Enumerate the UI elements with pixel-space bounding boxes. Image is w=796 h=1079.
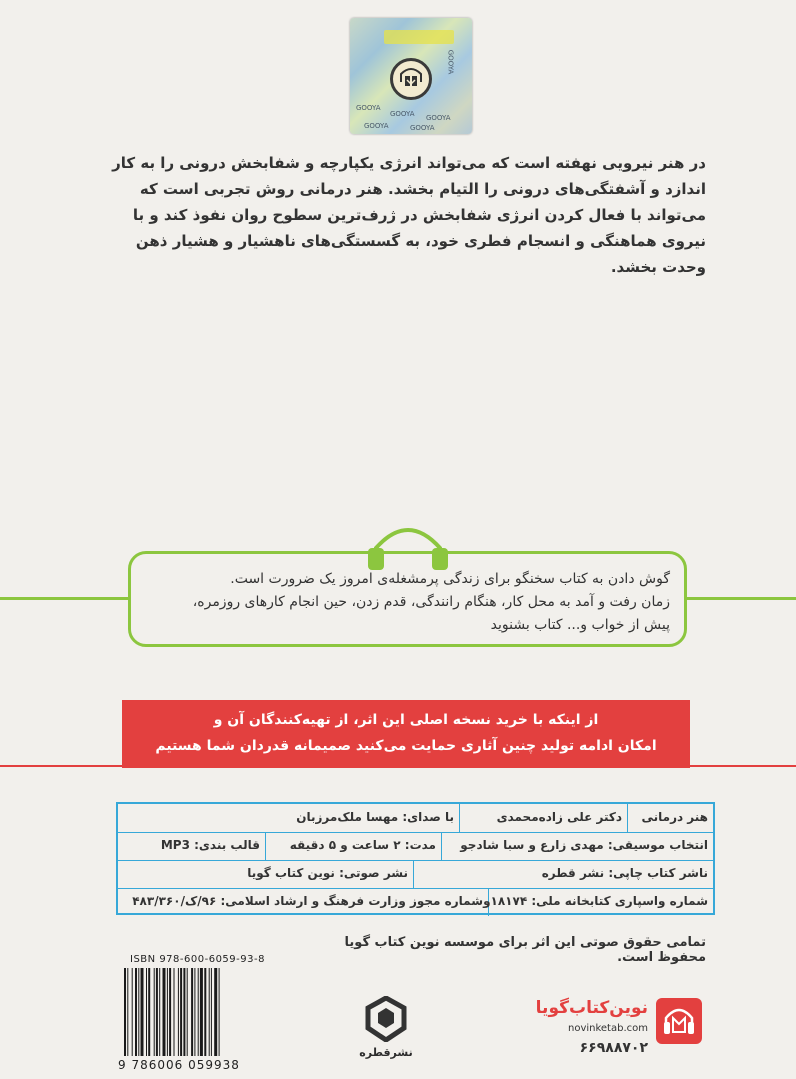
barcode-bar — [156, 968, 158, 1056]
barcode-bar — [198, 968, 199, 1056]
barcode-bar — [219, 968, 220, 1056]
credit-print-publisher: ناشر کتاب چاپی: نشر قطره — [413, 860, 713, 888]
credit-duration: مدت: ۲ ساعت و ۵ دقیقه — [265, 832, 441, 860]
barcode-bar — [135, 968, 137, 1056]
credits-row — [118, 888, 713, 916]
listen-line: زمان رفت و آمد به محل کار، هنگام رانندگی، قدم زدن، حین انجام کارهای روزمره، — [192, 594, 670, 610]
barcode — [118, 954, 278, 1072]
hologram-band — [384, 30, 454, 44]
support-banner-text — [130, 707, 682, 759]
novin-logo-icon — [656, 998, 702, 1044]
qatreh-logo-icon — [364, 996, 408, 1042]
hologram-tag: GOOYA — [410, 124, 435, 132]
barcode-bar — [204, 968, 206, 1056]
hologram-tag: GOOYA — [446, 49, 455, 75]
barcode-bar — [194, 968, 195, 1056]
barcode-bar — [127, 968, 128, 1056]
credits-row — [118, 860, 713, 889]
qatreh-label: نشرقطره — [359, 1046, 413, 1059]
credit-author: دکتر علی زاده‌محمدی — [459, 804, 627, 832]
barcode-bar — [159, 968, 160, 1056]
barcode-bar — [183, 968, 185, 1056]
barcode-bar — [187, 968, 188, 1056]
credit-license-number: شماره مجوز وزارت فرهنگ و ارشاد اسلامی: ۹۶/ک/۴۸۳/۳۶۰ — [132, 894, 483, 908]
barcode-bar — [178, 968, 179, 1056]
intro-paragraph: در هنر نیرویی نهفته است که می‌تواند انرژی یکپارچه و شفابخش درونی را به کار اندازد و آشفتگی‌های درونی را التیام بخشد. هنر درمانی روش تجربی است که می‌تواند با فعال کردن انرژی شفابخش در ژرف‌ترین سطوح روان نفوذ کند و با نیروی هماهنگی و انسجام فطری خود، به گسستگی‌های ناهشیار و هشیار ذهن وحدت بخشد. — [112, 154, 706, 276]
copyright-notice: تمامی حقوق صوتی این اثر برای موسسه نوین کتاب گویا محفوظ است. — [344, 935, 706, 965]
qatreh-logo — [356, 996, 416, 1066]
barcode-bar — [163, 968, 166, 1056]
barcode-bar — [191, 968, 193, 1056]
credits-table — [116, 802, 715, 915]
hologram-tag: GOOYA — [390, 110, 415, 118]
gooya-logo-icon — [390, 58, 432, 100]
barcode-bar — [174, 968, 175, 1056]
listen-box-text — [136, 568, 670, 637]
credit-music: انتخاب موسیقی: مهدی زارع و سبا شادجو — [441, 832, 713, 860]
hologram-tag: GOOYA — [356, 104, 381, 112]
novin-ketab-logo — [516, 996, 702, 1066]
barcode-bar — [141, 968, 144, 1056]
barcode-bar — [154, 968, 155, 1056]
barcode-bar — [209, 968, 210, 1056]
isbn-label: ISBN 978-600-6059-93-8 — [130, 954, 265, 965]
barcode-digits: 9 786006 059938 — [118, 1058, 240, 1072]
green-divider-right — [687, 597, 796, 600]
credit-narrator: با صدای: مهسا ملک‌مرزبان — [296, 810, 454, 824]
listen-line: پیش از خواب و... کتاب بشنوید — [490, 617, 670, 633]
novin-name: نوین‌کتاب‌گویا — [535, 998, 648, 1018]
barcode-bar — [167, 968, 168, 1056]
barcode-bar — [138, 968, 139, 1056]
hologram-tag: GOOYA — [364, 122, 389, 130]
hologram-sticker — [350, 18, 472, 134]
barcode-bar — [148, 968, 150, 1056]
listen-line: گوش دادن به کتاب سخنگو برای زندگی پرمشغله‌ی امروز یک ضرورت است. — [230, 571, 670, 587]
barcode-bar — [146, 968, 147, 1056]
credit-format: قالب بندی: MP3 — [160, 838, 260, 852]
barcode-bar — [211, 968, 212, 1056]
green-divider-left — [0, 597, 128, 600]
credit-library-number: شماره واسپاری کتابخانه ملی: ۱۸۱۷۴و — [488, 888, 713, 916]
barcode-bar — [200, 968, 203, 1056]
credit-title: هنر درمانی — [627, 804, 713, 832]
barcode-bar — [132, 968, 133, 1056]
novin-url: novinketab.com — [567, 1023, 648, 1034]
credits-row — [118, 832, 713, 861]
barcode-bar — [124, 968, 126, 1056]
red-divider-left — [0, 765, 122, 767]
barcode-bar — [169, 968, 171, 1056]
hologram-tag: GOOYA — [426, 114, 451, 122]
barcode-bars-icon — [118, 968, 278, 1058]
barcode-bar — [180, 968, 182, 1056]
banner-line: امکان ادامه تولید چنین آثاری حمایت می‌کنید صمیمانه قدردان شما هستیم — [155, 738, 657, 754]
novin-phone: ۶۶۹۸۸۷۰۲ — [579, 1040, 648, 1056]
banner-line: از اینکه با خرید نسخه اصلی این اثر، از تهیه‌کنندگان آن و — [213, 712, 599, 728]
credits-row — [118, 804, 713, 833]
barcode-bar — [214, 968, 217, 1056]
credit-audio-publisher: نشر صوتی: نوین کتاب گویا — [247, 866, 408, 880]
red-divider-right — [690, 765, 796, 767]
